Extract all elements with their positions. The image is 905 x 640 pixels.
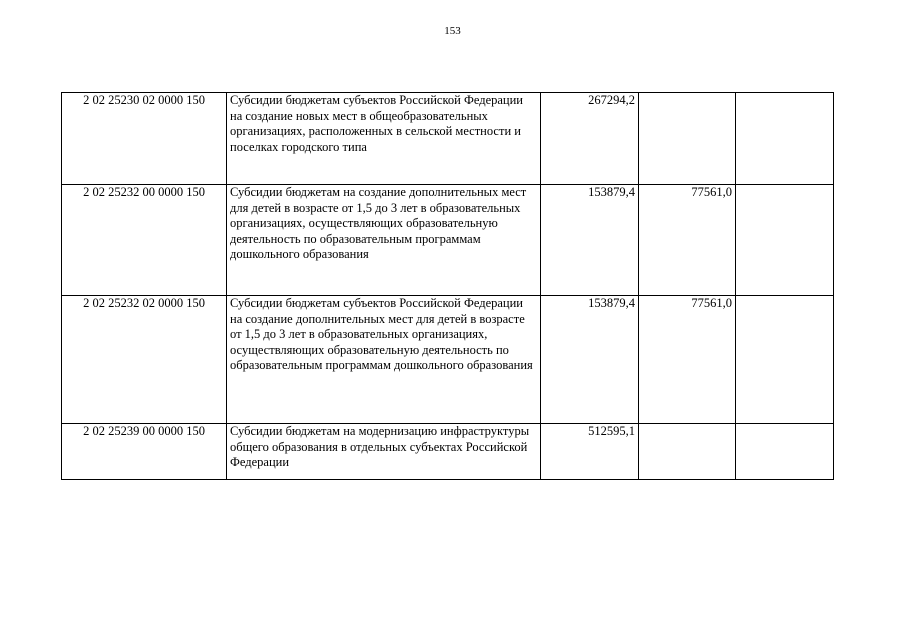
amount-year3-cell xyxy=(736,185,834,296)
amount-year2-cell: 77561,0 xyxy=(639,185,736,296)
amount-year3-cell xyxy=(736,296,834,424)
amount-year1-cell: 267294,2 xyxy=(541,93,639,185)
budget-code-cell: 2 02 25232 02 0000 150 xyxy=(62,296,227,424)
amount-year2-cell: 77561,0 xyxy=(639,296,736,424)
amount-year3-cell xyxy=(736,93,834,185)
page-number: 153 xyxy=(444,25,461,37)
budget-code-cell: 2 02 25239 00 0000 150 xyxy=(62,424,227,480)
amount-year2-cell xyxy=(639,93,736,185)
budget-code-cell: 2 02 25232 00 0000 150 xyxy=(62,185,227,296)
budget-table xyxy=(61,92,834,480)
budget-code-cell: 2 02 25230 02 0000 150 xyxy=(62,93,227,185)
income-name-cell: Субсидии бюджетам на модернизацию инфраструктуры общего образования в отдельных субъектах Российской Федерации xyxy=(227,424,541,480)
amount-year2-cell xyxy=(639,424,736,480)
income-name-cell: Субсидии бюджетам субъектов Российской Федерации на создание дополнительных мест для детей в возрасте от 1,5 до 3 лет в образовательных организациях, осуществляющих образовательную деятельность по образовательным программам дошкольного образования xyxy=(227,296,541,424)
table-row xyxy=(62,424,834,480)
table-row xyxy=(62,296,834,424)
amount-year1-cell: 153879,4 xyxy=(541,296,639,424)
amount-year3-cell xyxy=(736,424,834,480)
income-name-cell: Субсидии бюджетам на создание дополнительных мест для детей в возрасте от 1,5 до 3 лет в образовательных организациях, осуществляющих образовательную деятельность по образовательным программам дошкольного образования xyxy=(227,185,541,296)
table-row xyxy=(62,185,834,296)
amount-year1-cell: 512595,1 xyxy=(541,424,639,480)
table-row xyxy=(62,93,834,185)
income-name-cell: Субсидии бюджетам субъектов Российской Федерации на создание новых мест в общеобразовательных организациях, расположенных в сельской местности и поселках городского типа xyxy=(227,93,541,185)
amount-year1-cell: 153879,4 xyxy=(541,185,639,296)
